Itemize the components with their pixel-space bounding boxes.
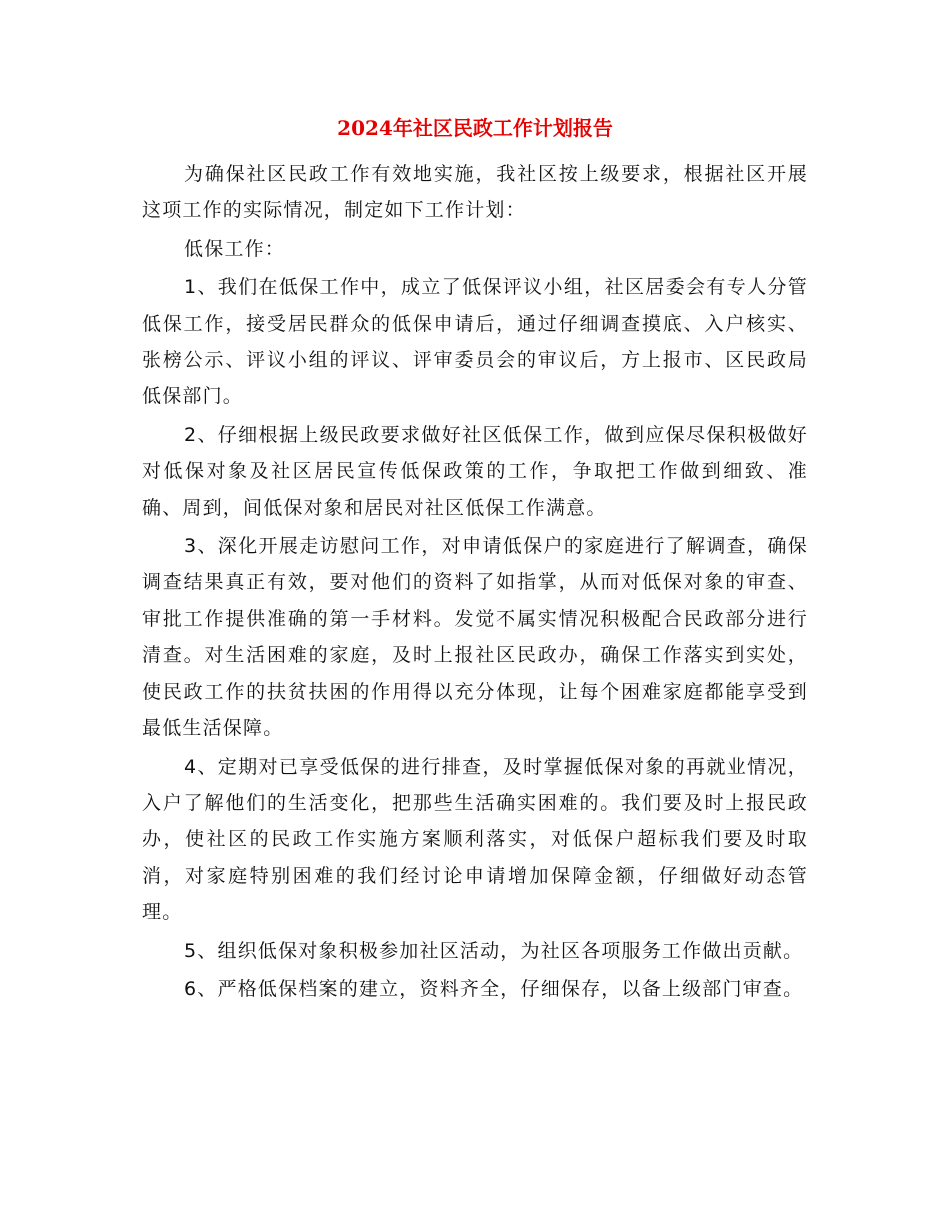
document-title: 2024年社区民政工作计划报告 — [337, 116, 613, 140]
list-item-4: 4、定期对已享受低保的进行排查，及时掌握低保对象的再就业情况，入户了解他们的生活变化，把那些生活确实困难的。我们要及时上报民政办，使社区的民政工作实施方案顺利落实，对低保户超标我们要及时取消，对家庭特别困难的我们经讨论申请增加保障金额，仔细做好动态管理。 — [142, 755, 808, 924]
section-heading-low-income: 低保工作： — [184, 237, 286, 260]
document-body — [142, 156, 808, 1009]
list-item-5: 5、组织低保对象积极参加社区活动，为社区各项服务工作做出贡献。 — [184, 939, 804, 962]
paragraph-intro: 为确保社区民政工作有效地实施，我社区按上级要求，根据社区开展这项工作的实际情况，制定如下工作计划： — [142, 163, 808, 222]
list-item-6: 6、严格低保档案的建立，资料齐全，仔细保存，以备上级部门审查。 — [184, 977, 804, 1000]
list-item-2: 2、仔细根据上级民政要求做好社区低保工作，做到应保尽保积极做好对低保对象及社区居民宣传低保政策的工作，争取把工作做到细致、准确、周到，间低保对象和居民对社区低保工作满意。 — [142, 423, 808, 519]
list-item-1: 1、我们在低保工作中，成立了低保评议小组，社区居委会有专人分管低保工作，接受居民群众的低保申请后，通过仔细调查摸底、入户核实、张榜公示、评议小组的评议、评审委员会的审议后，方上报市、区民政局低保部门。 — [142, 276, 808, 408]
list-item-3: 3、深化开展走访慰问工作，对申请低保户的家庭进行了解调查，确保调查结果真正有效，要对他们的资料了如指掌，从而对低保对象的审查、审批工作提供准确的第一手材料。发觉不属实情况积极配合民政部分进行清查。对生活困难的家庭，及时上报社区民政办，确保工作落实到实处，使民政工作的扶贫扶困的作用得以充分体现，让每个困难家庭都能享受到最低生活保障。 — [142, 535, 808, 740]
